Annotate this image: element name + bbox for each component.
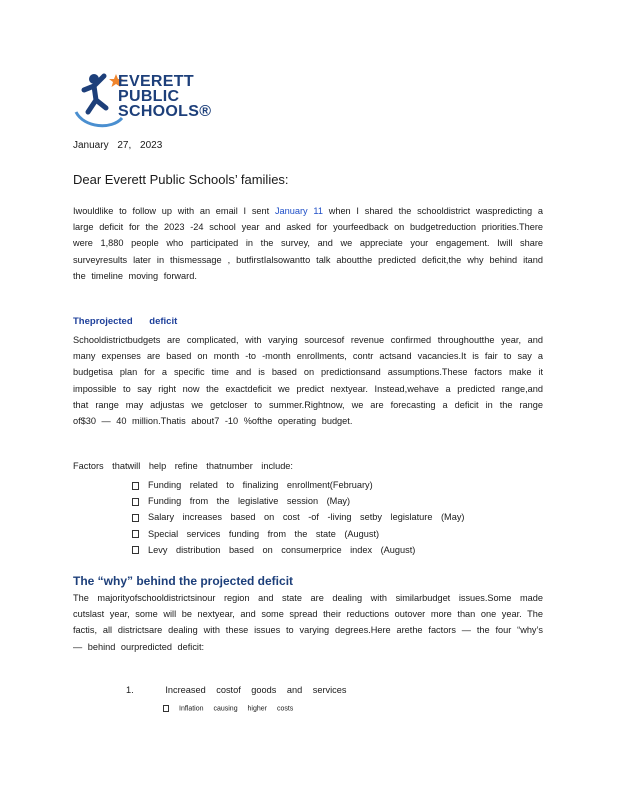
intro-text-before-link: Iwouldlike to follow up with an email I sent bbox=[73, 206, 275, 216]
january-email-link[interactable]: January 11 bbox=[274, 206, 323, 216]
factors-intro: Factors thatwill help refine thatnumber include: bbox=[73, 461, 293, 471]
numbered-item-1 bbox=[126, 685, 346, 695]
numbered-item-number: 1. bbox=[126, 685, 134, 695]
letter-date: January 27, 2023 bbox=[73, 140, 163, 151]
checkbox-bullet-icon bbox=[132, 546, 139, 554]
checkbox-bullet-icon bbox=[132, 498, 139, 506]
list-item: Levy distribution based on consumerprice index (August) bbox=[132, 542, 464, 558]
intro-text-after-link: when I shared the schooldistrict waspredicting a large deficit for the 2023 -24 school year and asked for yourfeedback on budgetreduction priorities.There were 1,880 people who participated in the survey, and we appreciate your engagement. Iwill share surveyresults later in thismessage , butfirstIalsowantto talk aboutthe predicted deficit,the why behind itand the timeline moving forward. bbox=[73, 206, 543, 281]
logo-line-2: PUBLIC bbox=[118, 88, 180, 105]
section-heading-why: The “why” behind the projected deficit bbox=[73, 574, 294, 588]
intro-paragraph bbox=[73, 203, 543, 284]
list-item: Salary increases based on cost -of -living setby legislature (May) bbox=[132, 509, 464, 525]
why-paragraph: The majorityofschooldistrictsinour region and state are dealing with similarbudget issues.Some made cutslast year, some will be nextyear, and some spread their reductions outover more than one year. The factis, all districtsare dealing with these issues to varying degrees.Here arethe factors — the four “why’s — behind ourpredicted deficit: bbox=[73, 593, 543, 652]
projected-deficit-paragraph: Schooldistrictbudgets are complicated, with varying sourcesof revenue confirmed throughoutthe year, and many expenses are based on month -to -month enrollments, contr actsand vacancies.It is fair to say a budgetisa plan for a specific time and is based on predictionsand assumptions.These factors make it impossible to say right now the exactdeficit we predict nextyear. Instead,wehave a predicted range,and that range may adjustas we getcloser to summer.Rightnow, we are forecasting a deficit in the range of$30 — 40 million.Thatis about7 -10 %ofthe operating budget. bbox=[73, 335, 543, 427]
numbered-item-text: Increased costof goods and services bbox=[165, 685, 347, 695]
logo-line-3: SCHOOLS® bbox=[118, 103, 212, 120]
logo-swoosh bbox=[76, 112, 122, 126]
list-item: Special services funding from the state (August) bbox=[132, 526, 464, 542]
checkbox-bullet-icon bbox=[132, 514, 139, 522]
checkbox-bullet-icon bbox=[132, 530, 139, 538]
sub-bullet-inflation: Inflation causing higher costs bbox=[163, 705, 293, 712]
factors-list bbox=[132, 477, 464, 558]
checkbox-bullet-icon bbox=[132, 482, 139, 490]
list-item: Funding related to finalizing enrollment(February) bbox=[132, 477, 464, 493]
salutation: Dear Everett Public Schools’ families: bbox=[73, 172, 289, 187]
logo-wordmark bbox=[118, 74, 218, 119]
list-item: Funding from the legislative session (May) bbox=[132, 493, 464, 509]
section-heading-projected-deficit: Theprojected deficit bbox=[73, 316, 178, 327]
logo-line-1: EVERETT bbox=[118, 73, 194, 90]
checkbox-bullet-icon bbox=[163, 705, 169, 712]
